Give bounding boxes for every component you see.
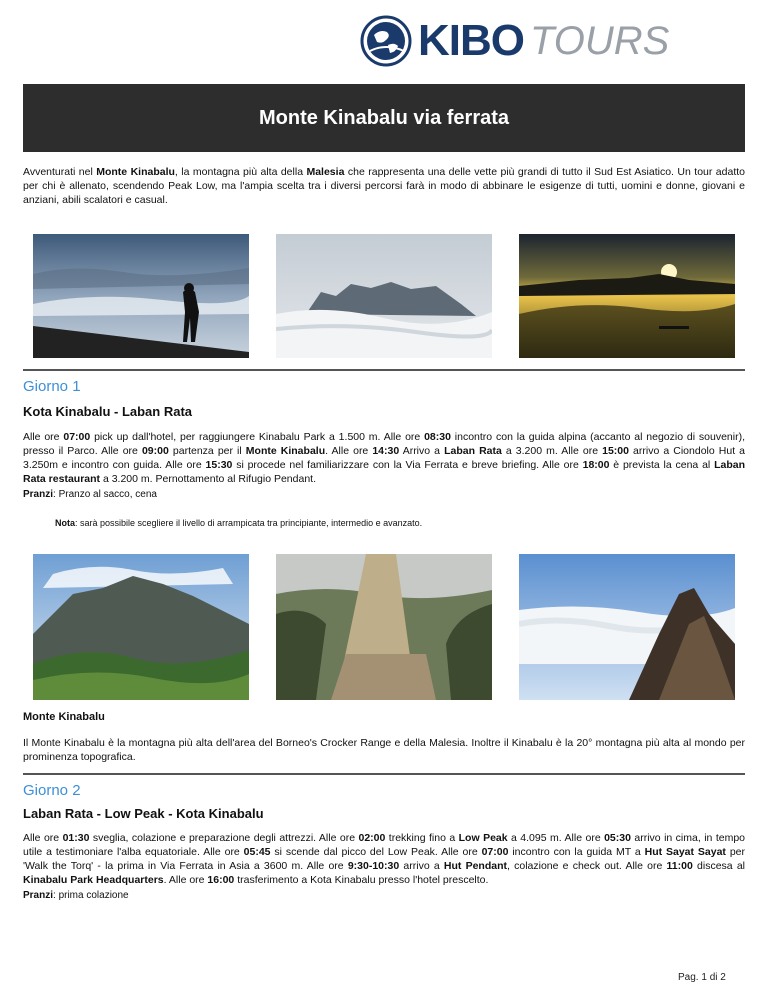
note-label: Nota	[55, 518, 75, 528]
day-2-description	[23, 831, 745, 887]
photo-kinabalu-green-valley	[33, 554, 249, 700]
info-paragraph: Il Monte Kinabalu è la montagna più alta dell'area del Borneo's Crocker Range e della Malesia. Inoltre il Kinabalu è la 20° montagna più alta al mondo per prominenza topografica.	[23, 737, 745, 763]
photo-hiker-silhouette	[33, 234, 249, 358]
day-1-emphasis: 15:30	[205, 459, 233, 471]
day-2-emphasis: 01:30	[62, 832, 90, 844]
page-title: Monte Kinabalu via ferrata	[258, 106, 510, 129]
day-1-description	[23, 430, 745, 486]
meals-label: Pranzi	[23, 489, 54, 500]
meals-text: : prima colazione	[53, 890, 129, 901]
logo-suffix: TOURS	[530, 19, 670, 63]
day-1-text: Alle ore	[23, 431, 64, 443]
day-1-text: arrivo a Ciondolo Hut a 3.250m e incontro con guida. Alle ore	[23, 445, 746, 471]
page-number: Pag. 1 di 2	[678, 972, 726, 983]
photo-sunset-lake	[519, 234, 735, 358]
intro-emphasis: Malesia	[306, 166, 345, 178]
photo-peak-above-clouds	[519, 554, 735, 700]
day-1-meals	[23, 489, 157, 500]
photo-rocky-trail-fog	[276, 554, 492, 700]
day-2-text: arrivo in cima, in tempo utile a testimoniare l'alba equatoriale. Alle ore	[23, 832, 745, 858]
info-heading: Monte Kinabalu	[23, 711, 105, 723]
day-1-text: pick up dall'hotel, per raggiungere Kinabalu Park a 1.500 m. Alle ore	[90, 431, 425, 443]
day-2-emphasis: 05:30	[604, 832, 631, 844]
day-1-text: partenza per il	[168, 445, 246, 457]
day-2-text: trasferimento a Kota Kinabalu presso l'hotel prescelto.	[234, 874, 489, 886]
divider-day-1	[23, 369, 745, 371]
day-2-emphasis: 07:00	[481, 846, 509, 858]
day-2-title: Giorno 2	[23, 782, 81, 799]
day-2-text: incontro con la guida MT a	[508, 846, 645, 858]
day-1-emphasis: Laban Rata restaurant	[23, 459, 745, 485]
day-2-emphasis: Hut Pendant	[443, 860, 507, 872]
day-2-text: . Alle ore	[163, 874, 208, 886]
day-1-text: a 3.200 m. Alle ore	[501, 445, 603, 457]
day-2-text: Alle ore	[23, 832, 63, 844]
day-1-text: incontro con la guida alpina (accanto al negozio di souvenir), presso il Parco. Alle ore	[23, 431, 746, 457]
day-2-text: sveglia, colazione e preparazione degli attrezzi. Alle ore	[89, 832, 359, 844]
day-2-text: per 'Walk the Torq' - la prima in Via Ferrata in Asia a 3600 m. Alle ore	[23, 846, 745, 872]
day-2-meals	[23, 890, 129, 901]
meals-text: : Pranzo al sacco, cena	[53, 489, 157, 500]
day-2-emphasis: 11:00	[666, 860, 693, 872]
day-2-emphasis: Hut Sayat Sayat	[644, 846, 726, 858]
intro-paragraph	[23, 165, 745, 207]
photo-row-2	[33, 554, 735, 700]
day-2-text: , colazione e check out. Alle ore	[507, 860, 667, 872]
day-1-emphasis: 07:00	[63, 431, 91, 443]
day-2-emphasis: Low Peak	[458, 832, 508, 844]
day-1-emphasis: Laban Rata	[444, 445, 502, 457]
day-2-route: Laban Rata - Low Peak - Kota Kinabalu	[23, 806, 264, 821]
photo-row-1	[33, 234, 735, 358]
day-1-emphasis: 18:00	[582, 459, 610, 471]
day-2-text: trekking fino a	[385, 832, 459, 844]
meals-label: Pranzi	[23, 890, 54, 901]
divider-day-2	[23, 773, 745, 775]
day-1-text: è prevista la cena al	[609, 459, 715, 471]
note-text: : sarà possibile scegliere il livello di arrampicata tra principiante, intermedio e avanzato.	[75, 518, 423, 528]
globe-icon	[360, 15, 412, 67]
day-1-note	[55, 518, 422, 528]
day-2-text: discesa al	[692, 860, 745, 872]
day-2-text: arrivo a	[399, 860, 444, 872]
intro-emphasis: Monte Kinabalu	[96, 166, 175, 178]
day-2-emphasis: 02:00	[358, 832, 386, 844]
logo-brand: KIBO	[418, 16, 524, 65]
intro-text: , la montagna più alta della	[174, 166, 307, 178]
day-2-emphasis: 16:00	[207, 874, 235, 886]
kibo-tours-logo	[360, 12, 690, 70]
day-2-emphasis: 05:45	[243, 846, 271, 858]
day-1-emphasis: 14:30	[372, 445, 400, 457]
intro-text: che rappresenta una delle vette più grandi di tutto il Sud Est Asiatico. Un tour adatto per chi è allenato, scendendo Peak Low, ma l'ampia scelta tra i diversi percorsi farà in modo di abbinare le esigenze di tutti, uomini e donne, giovani e anziani, abili scalatori e casual.	[23, 166, 745, 206]
day-2-text: a 4.095 m. Alle ore	[507, 832, 605, 844]
day-1-emphasis: Monte Kinabalu	[245, 445, 326, 457]
day-1-title: Giorno 1	[23, 378, 81, 395]
day-1-text: Arrivo a	[399, 445, 445, 457]
day-2-text: si scende dal picco del Low Peak. Alle ore	[270, 846, 482, 858]
day-1-emphasis: 15:00	[602, 445, 629, 457]
day-1-emphasis: 08:30	[424, 431, 451, 443]
day-1-route: Kota Kinabalu - Laban Rata	[23, 404, 193, 419]
day-2-emphasis: Kinabalu Park Headquarters	[23, 874, 164, 886]
photo-mountain-clouds	[276, 234, 492, 358]
day-1-text: . Alle ore	[325, 445, 373, 457]
day-1-emphasis: 09:00	[141, 445, 169, 457]
day-2-emphasis: 9:30-10:30	[347, 860, 400, 872]
title-banner	[23, 84, 745, 152]
intro-text: Avventurati nel	[23, 166, 97, 178]
day-1-text: a 3.200 m. Pernottamento al Rifugio Pendant.	[100, 473, 316, 485]
day-1-text: si procede nel familiarizzare con la Via Ferrata e breve briefing. Alle ore	[232, 459, 583, 471]
